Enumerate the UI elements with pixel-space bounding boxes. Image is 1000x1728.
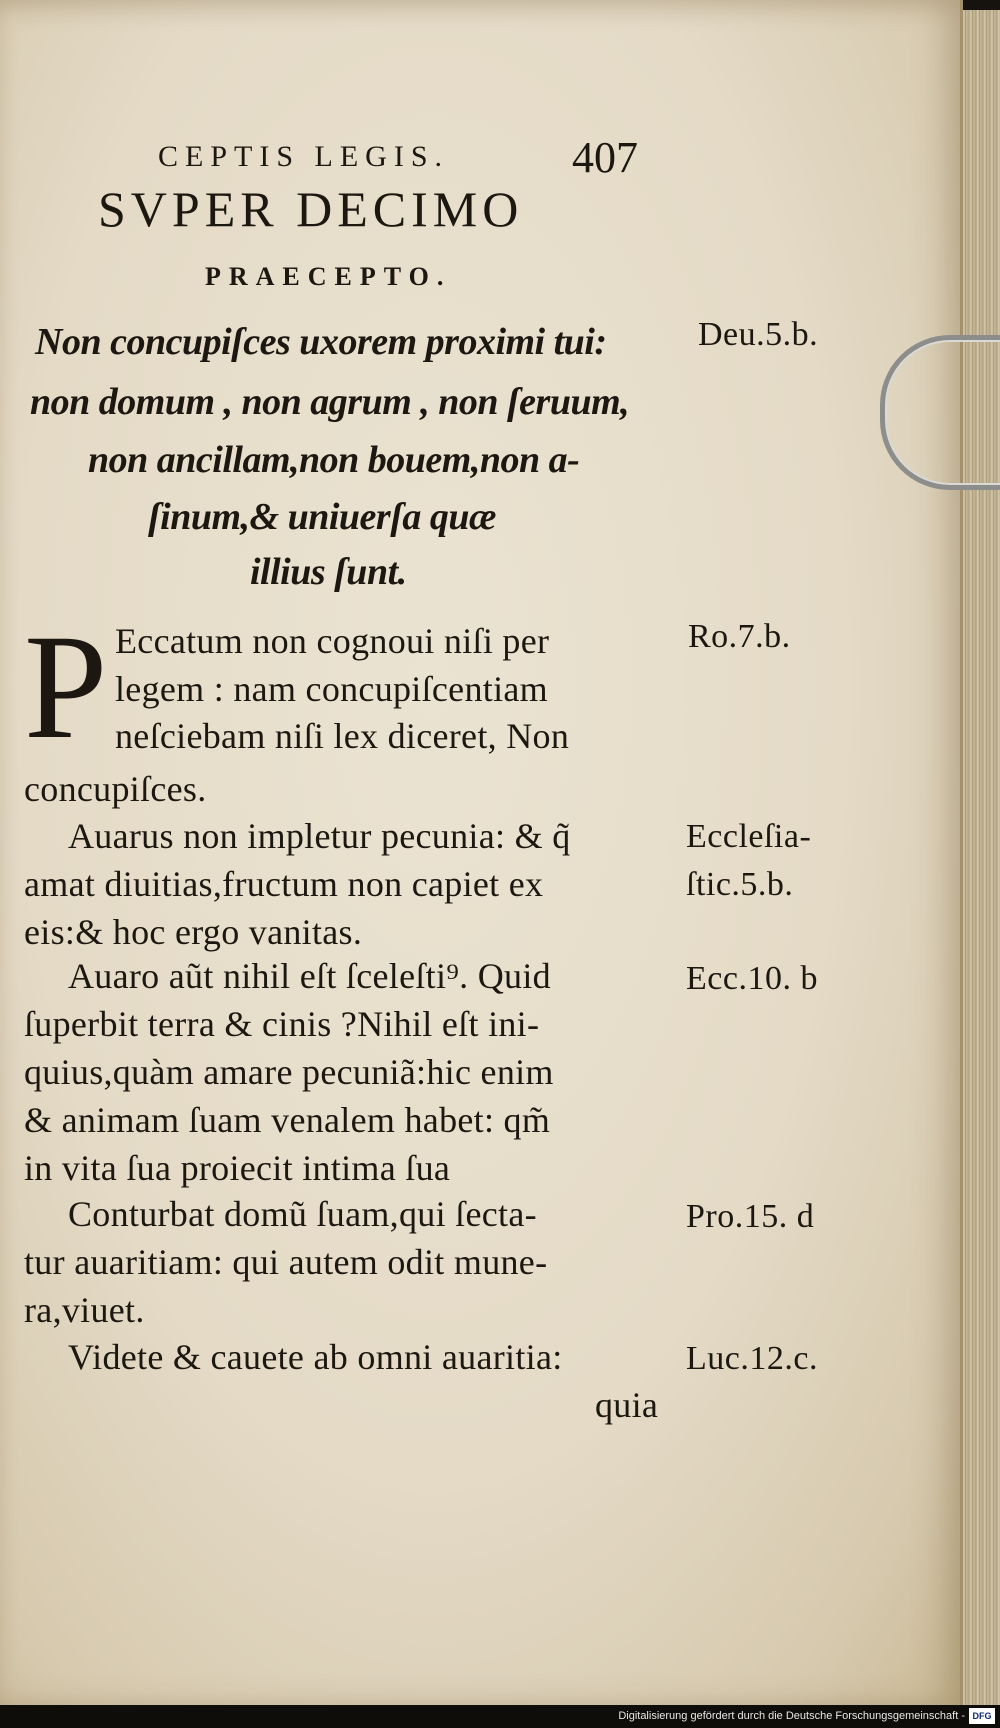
text-line: legem : nam concupiſcentiam xyxy=(115,669,548,709)
section-subtitle: PRAECEPTO. xyxy=(205,262,452,291)
text-line: quius,quàm amare pecuniã:hic enim xyxy=(24,1052,554,1092)
digitization-credit: Digitalisierung gefördert durch die Deutsche Forschungsgemeinschaft - xyxy=(618,1710,965,1722)
running-title: CEPTIS LEGIS. xyxy=(158,140,450,173)
text-line: ſuperbit terra & cinis ?Nihil eſt ini- xyxy=(24,1004,540,1044)
text-line: concupiſces. xyxy=(24,769,207,809)
commandment-line: non ancillam,non bouem,non a- xyxy=(88,439,580,481)
text-line: tur auaritiam: qui autem odit mune- xyxy=(24,1242,548,1282)
margin-reference: Ro.7.b. xyxy=(688,618,791,655)
margin-reference: Luc.12.c. xyxy=(686,1340,818,1377)
bleed-through-text xyxy=(40,200,49,234)
commandment-line: non domum , non agrum , non ſeruum, xyxy=(30,381,630,423)
section-title: SVPER DECIMO xyxy=(98,181,524,237)
text-line: Auaro aũt nihil eſt ſceleſti⁹. Quid xyxy=(68,956,551,996)
margin-reference: Pro.15. d xyxy=(686,1198,815,1235)
margin-reference: Deu.5.b. xyxy=(698,316,819,353)
metal-clip xyxy=(880,335,1000,490)
text-line: eis:& hoc ergo vanitas. xyxy=(24,912,363,952)
text-line: & animam ſuam venalem habet: qm̃ xyxy=(24,1100,551,1140)
text-line: neſciebam niſi lex diceret, Non xyxy=(115,716,570,756)
text-line: Eccatum non cognoui niſi per xyxy=(115,621,550,661)
commandment-line: Non concupiſces uxorem proximi tui: xyxy=(35,321,607,363)
commandment-line: ſinum,& uniuerſa quæ xyxy=(148,496,496,538)
text-line: amat diuitias,fructum non capiet ex xyxy=(24,864,544,904)
catchword: quia xyxy=(595,1385,659,1425)
text-line: in vita ſua proiecit intima ſua xyxy=(24,1148,451,1188)
page-number: 407 xyxy=(572,133,638,182)
margin-reference: Eccleſia- xyxy=(686,818,812,855)
margin-reference: Ecc.10. b xyxy=(686,960,818,997)
text-line: Auarus non impletur pecunia: & q̃ xyxy=(68,816,571,856)
text-line: Conturbat domũ ſuam,qui ſecta- xyxy=(68,1194,537,1234)
text-line: ra,viuet. xyxy=(24,1290,145,1330)
commandment-line: illius ſunt. xyxy=(250,551,407,593)
text-line: Videte & cauete ab omni auaritia: xyxy=(68,1337,563,1377)
dfg-logo: DFG xyxy=(969,1708,995,1724)
margin-reference: ſtic.5.b. xyxy=(686,866,794,903)
drop-cap: P xyxy=(24,604,108,770)
